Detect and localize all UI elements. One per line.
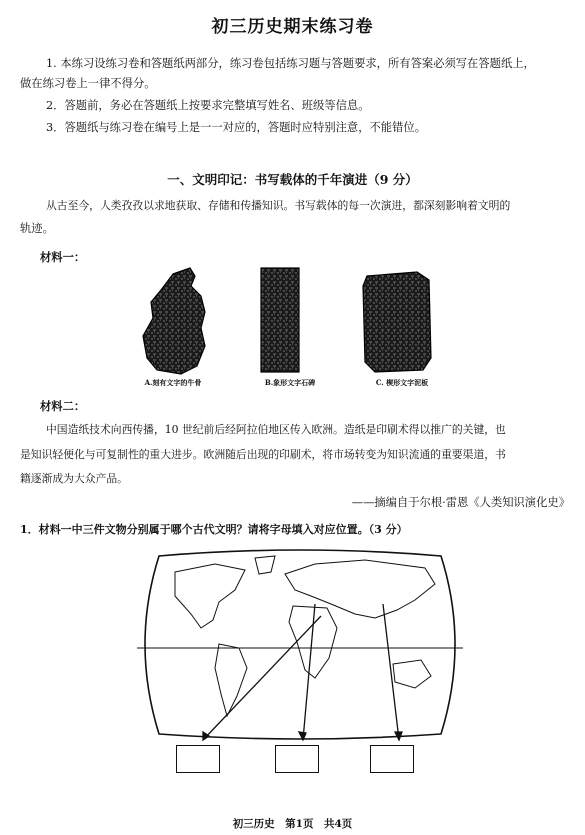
map-frame xyxy=(145,550,455,739)
instruction-2: 2．答题前，务必在答题纸上按要求完整填写姓名、班级等信息。 xyxy=(46,99,370,112)
material-2-source: ——摘编自于尔根·雷恩《人类知识演化史》 xyxy=(351,496,570,509)
answer-box-2[interactable] xyxy=(275,745,319,773)
caption-c: C. 楔形文字泥板 xyxy=(375,378,429,387)
clay-tablet-image xyxy=(363,272,431,372)
section-intro-cont: 轨迹。 xyxy=(20,222,54,235)
material-2-line-3: 籍逐渐成为大众产品。 xyxy=(20,472,128,485)
section-heading: 一、文明印记：书写载体的千年演进（9 分） xyxy=(167,172,418,187)
section-intro: 从古至今，人类孜孜以求地获取、存储和传播知识。书写载体的每一次演进，都深刻影响着文明的 xyxy=(46,199,511,212)
instruction-1: 1. 本练习设练习卷和答题纸两部分，练习卷包括练习题与答题要求，所有答案必须写在答题纸上， xyxy=(46,57,535,70)
material-2-line-2: 是知识轻便化与可复制性的重大进步。欧洲随后出现的印刷术，将市场转变为知识流通的重要渠道，书 xyxy=(20,448,506,461)
question-1: 1．材料一中三件文物分别属于哪个古代文明？请将字母填入对应位置。（3 分） xyxy=(20,523,408,536)
material-2-label: 材料二： xyxy=(40,399,86,413)
instruction-3: 3．答题纸与练习卷在编号上是一一对应的，答题时应特别注意，不能错位。 xyxy=(46,121,426,134)
caption-b: B.象形文字石碑 xyxy=(264,378,316,387)
page-footer: 初三历史 第1页 共4页 xyxy=(232,818,353,830)
answer-box-1[interactable] xyxy=(176,745,220,773)
instruction-1-cont: 做在练习卷上一律不得分。 xyxy=(20,77,156,90)
material-1-label: 材料一： xyxy=(40,250,86,264)
oracle-bone-image xyxy=(143,268,205,374)
world-map xyxy=(135,544,465,746)
caption-a: A.刻有文字的牛骨 xyxy=(144,378,202,387)
page-title: 初三历史期末练习卷 xyxy=(211,17,374,37)
stone-stele-image xyxy=(261,268,299,372)
material-2-line-1: 中国造纸技术向西传播，10 世纪前后经阿拉伯地区传入欧洲。造纸是印刷术得以推广的关键，也 xyxy=(46,423,506,436)
answer-box-3[interactable] xyxy=(370,745,414,773)
